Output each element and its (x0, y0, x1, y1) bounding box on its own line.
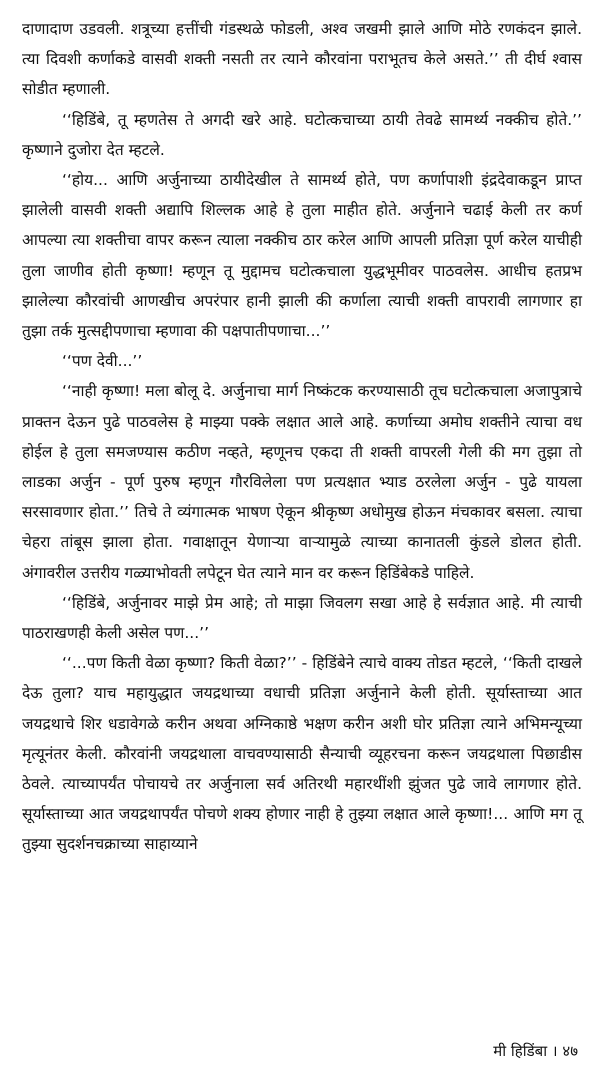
paragraph-4: ‘‘पण देवी...’’ (62, 352, 143, 371)
page-number: ४७ (562, 1042, 578, 1060)
footer-separator: । (551, 1042, 558, 1060)
paragraph-1: दाणादाण उडवली. शत्रूच्या हत्तींची गंडस्थळे फोडली, अश्व जखमी झाले आणि मोठे रणकंदन झाले. त्या दिवशी कर्णाकडे वासवी शक्ती नसती तर त्याने कौरवांना पराभूतच केले असते.’’ ती दीर्घ श्वास सोडीत म्हणाली. (22, 20, 582, 99)
paragraph-7: ‘‘...पण किती वेळा कृष्णा? किती वेळा?’’ - हिडिंबेने त्याचे वाक्य तोडत म्हटले, ‘‘किती दाखले देऊ तुला? याच महायुद्धात जयद्रथाच्या वधाची प्रतिज्ञा अर्जुनाने केली होती. सूर्यास्ताच्या आत जयद्रथाचे शिर धडावेगळे करीन अथवा अग्निकाष्ठे भक्षण करीन अशी घोर प्रतिज्ञा त्याने अभिमन्यूच्या मृत्यूनंतर केली. कौरवांनी जयद्रथाला वाचवण्यासाठी सैन्याची व्यूहरचना करून जयद्रथाला पिछाडीस ठेवले. त्याच्यापर्यंत पोचायचे तर अर्जुनाला सर्व अतिरथी महारथींशी झुंजत पुढे जावे लागणार होते. सूर्यास्ताच्या आत जयद्रथापर्यंत पोचणे शक्य होणार नाही हे तुझ्या लक्षात आले कृष्णा!... आणि मग तू तुझ्या सुदर्शनचक्राच्या साहाय्याने (22, 654, 582, 854)
paragraph-2: ‘‘हिडिंबे, तू म्हणतेस ते अगदी खरे आहे. घटोत्कचाच्या ठायी तेवढे सामर्थ्य नक्कीच होते.’’ कृष्णाने दुजोरा देत म्हटले. (22, 110, 582, 159)
paragraph-3: ‘‘होय... आणि अर्जुनाच्या ठायीदेखील ते सामर्थ्य होते, पण कर्णापाशी इंद्रदेवाकडून प्राप्त झालेली वासवी शक्ती अद्यापि शिल्लक आहे हे तुला माहीत होते. अर्जुनाने चढाई केली तर कर्ण आपल्या त्या शक्तीचा वापर करून त्याला नक्कीच ठार करेल आणि आपली प्रतिज्ञा पूर्ण करेल याचीही तुला जाणीव होती कृष्णा! म्हणून तू मुद्दामच घटोत्कचाला युद्धभूमीवर पाठवलेस. आधीच हतप्रभ झालेल्या कौरवांची आणखीच अपरंपार हानी झाली की कर्णाला त्याची शक्ती वापरावी लागणार हा तुझा तर्क मुत्सद्दीपणाचा म्हणावा की पक्षपातीपणाचा...’’ (22, 171, 582, 341)
paragraph-5: ‘‘नाही कृष्णा! मला बोलू दे. अर्जुनाचा मार्ग निष्कंटक करण्यासाठी तूच घटोत्कचाला अजापुत्राचे प्राक्तन देऊन पुढे पाठवलेस हे माझ्या पक्के लक्षात आले आहे. कर्णाच्या अमोघ शक्तीने त्याचा वध होईल हे तुला समजण्यास कठीण नव्हते, म्हणूनच एकदा ती शक्ती वापरली गेली की मग तुझा तो लाडका अर्जुन - पूर्ण पुरुष म्हणून गौरविलेला पण प्रत्यक्षात भ्याड ठरलेला अर्जुन - पुढे यायला सरसावणार होता.’’ तिचे ते व्यंगात्मक भाषण ऐकून श्रीकृष्ण अधोमुख होऊन मंचकावर बसला. त्याचा चेहरा तांबूस झाला होता. गवाक्षातून येणाऱ्या वाऱ्यामुळे त्याच्या कानातली कुंडले डोलत होती. अंगावरील उत्तरीय गळ्याभोवती लपेटून घेत त्याने मान वर करून हिडिंबेकडे पाहिले. (22, 382, 582, 582)
paragraph-6: ‘‘हिडिंबे, अर्जुनावर माझे प्रेम आहे; तो माझा जिवलग सखा आहे हे सर्वज्ञात आहे. मी त्याची पाठराखणही केली असेल पण...’’ (22, 593, 582, 643)
page-body (22, 14, 582, 860)
book-title: मी हिडिंबा (493, 1042, 548, 1060)
page-footer (493, 1039, 578, 1063)
